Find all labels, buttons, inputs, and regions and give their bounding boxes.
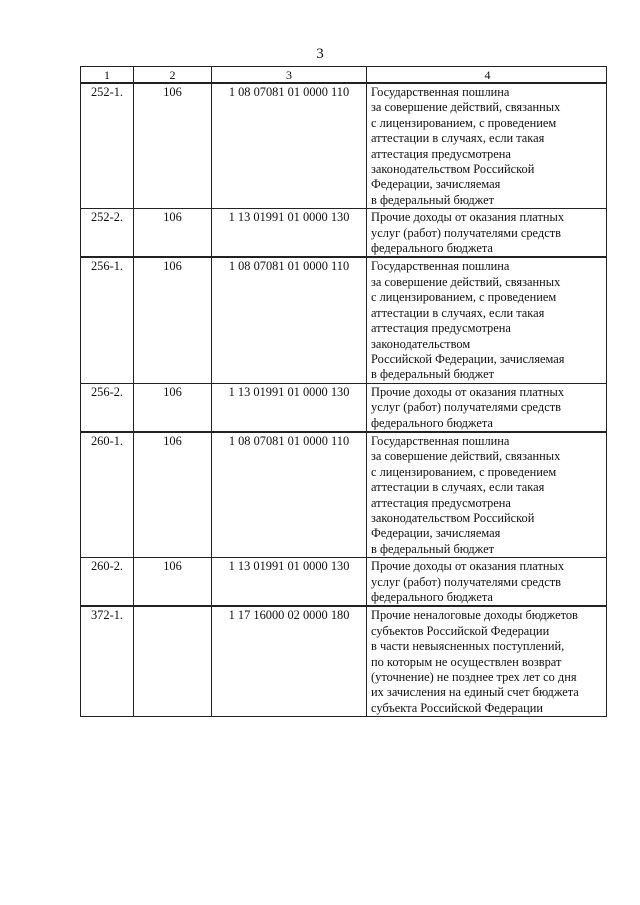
description-line: аттестации в случаях, если такая bbox=[371, 305, 545, 320]
description-line: с лицензированием, с проведением bbox=[371, 115, 557, 130]
row-number-cell: 256-2. bbox=[81, 383, 134, 432]
table-body bbox=[81, 83, 607, 717]
description-cell bbox=[367, 257, 607, 383]
revenue-code-cell: 1 08 07081 01 0000 110 bbox=[212, 83, 367, 209]
revenue-code-cell: 1 08 07081 01 0000 110 bbox=[212, 257, 367, 383]
table-row bbox=[81, 83, 607, 209]
description-line: с лицензированием, с проведением bbox=[371, 464, 557, 479]
admin-code-cell: 106 bbox=[134, 558, 212, 607]
description-line: аттестации в случаях, если такая bbox=[371, 480, 545, 495]
admin-code-cell: 106 bbox=[134, 383, 212, 432]
description-line: Федерации, зачисляемая bbox=[371, 177, 501, 192]
table-row bbox=[81, 209, 607, 258]
description-line: федерального бюджета bbox=[371, 415, 493, 430]
description-line: Федерации, зачисляемая bbox=[371, 526, 501, 541]
description-line: Государственная пошлина bbox=[371, 85, 510, 99]
description-line: Российской Федерации, зачисляемая bbox=[371, 351, 565, 366]
header-col-2: 2 bbox=[134, 67, 212, 84]
revenue-classification-table bbox=[80, 66, 607, 717]
description-line: Государственная пошлина bbox=[371, 259, 510, 274]
admin-code-cell: 106 bbox=[134, 257, 212, 383]
table-row bbox=[81, 432, 607, 558]
description-line: их зачисления на единый счет бюджета bbox=[371, 685, 579, 700]
admin-code-cell: 106 bbox=[134, 83, 212, 209]
row-number-cell: 256-1. bbox=[81, 257, 134, 383]
description-line: законодательством Российской bbox=[371, 510, 535, 525]
description-line: за совершение действий, связанных bbox=[371, 274, 561, 289]
revenue-code-cell: 1 13 01991 01 0000 130 bbox=[212, 209, 367, 258]
description-line: аттестация предусмотрена bbox=[371, 495, 511, 510]
description-line: за совершение действий, связанных bbox=[371, 449, 561, 464]
table-header-row bbox=[81, 67, 607, 84]
admin-code-cell bbox=[134, 606, 212, 716]
description-line: услуг (работ) получателями средств bbox=[371, 225, 561, 240]
description-cell bbox=[367, 209, 607, 258]
description-line: в федеральный бюджет bbox=[371, 192, 494, 207]
row-number-cell: 252-2. bbox=[81, 209, 134, 258]
admin-code-cell: 106 bbox=[134, 432, 212, 558]
description-cell bbox=[367, 383, 607, 432]
table-row bbox=[81, 606, 607, 716]
description-line: субъектов Российской Федерации bbox=[371, 623, 550, 638]
description-line: федерального бюджета bbox=[371, 590, 493, 604]
description-line: Прочие доходы от оказания платных bbox=[371, 559, 565, 574]
row-number-cell: 372-1. bbox=[81, 606, 134, 716]
description-line: субъекта Российской Федерации bbox=[371, 700, 543, 715]
description-line: в федеральный бюджет bbox=[371, 541, 494, 556]
description-line: услуг (работ) получателями средств bbox=[371, 400, 561, 415]
header-col-4: 4 bbox=[367, 67, 607, 84]
row-number-cell: 260-2. bbox=[81, 558, 134, 607]
row-number-cell: 252-1. bbox=[81, 83, 134, 209]
description-cell bbox=[367, 83, 607, 209]
table-row bbox=[81, 383, 607, 432]
revenue-code-cell: 1 17 16000 02 0000 180 bbox=[212, 606, 367, 716]
row-number-cell: 260-1. bbox=[81, 432, 134, 558]
revenue-code-cell: 1 13 01991 01 0000 130 bbox=[212, 383, 367, 432]
description-cell bbox=[367, 432, 607, 558]
description-line: в части невыясненных поступлений, bbox=[371, 639, 565, 654]
description-line: аттестация предусмотрена bbox=[371, 146, 511, 161]
description-line: законодательством bbox=[371, 336, 471, 351]
admin-code-cell: 106 bbox=[134, 209, 212, 258]
description-line: Прочие доходы от оказания платных bbox=[371, 384, 565, 399]
description-line: (уточнение) не позднее трех лет со дня bbox=[371, 670, 577, 685]
description-cell bbox=[367, 558, 607, 607]
description-line: Прочие доходы от оказания платных bbox=[371, 210, 565, 225]
description-line: аттестация предусмотрена bbox=[371, 321, 511, 336]
page-number: 3 bbox=[316, 46, 324, 62]
description-line: Прочие неналоговые доходы бюджетов bbox=[371, 608, 578, 623]
description-line: в федеральный бюджет bbox=[371, 367, 494, 382]
table-row bbox=[81, 558, 607, 607]
description-line: за совершение действий, связанных bbox=[371, 100, 561, 115]
description-line: по которым не осуществлен возврат bbox=[371, 654, 562, 669]
header-col-1: 1 bbox=[81, 67, 134, 84]
description-line: Государственная пошлина bbox=[371, 433, 510, 448]
description-line: федерального бюджета bbox=[371, 241, 493, 256]
table-row bbox=[81, 257, 607, 383]
description-line: с лицензированием, с проведением bbox=[371, 290, 557, 305]
revenue-code-cell: 1 08 07081 01 0000 110 bbox=[212, 432, 367, 558]
description-line: законодательством Российской bbox=[371, 162, 535, 177]
description-line: услуг (работ) получателями средств bbox=[371, 574, 561, 589]
description-line: аттестации в случаях, если такая bbox=[371, 131, 545, 146]
description-cell bbox=[367, 606, 607, 716]
header-col-3: 3 bbox=[212, 67, 367, 84]
revenue-code-cell: 1 13 01991 01 0000 130 bbox=[212, 558, 367, 607]
